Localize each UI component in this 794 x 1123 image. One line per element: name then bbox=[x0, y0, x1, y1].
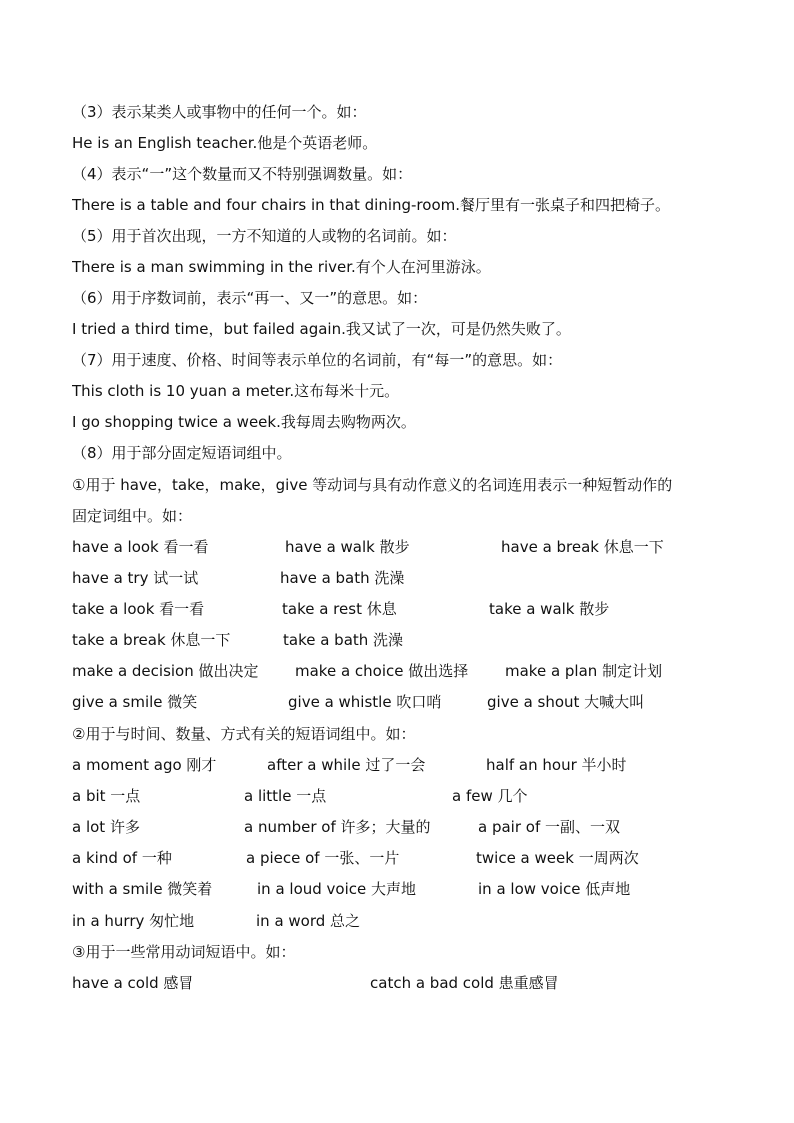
phrase-row bbox=[72, 656, 752, 687]
phrase-row bbox=[72, 781, 752, 812]
phrase-item: in a word 总之 bbox=[256, 912, 361, 930]
phrase-item: have a walk 散步 bbox=[285, 538, 410, 556]
phrase-row bbox=[72, 843, 752, 874]
phrase-row bbox=[72, 687, 752, 718]
phrase-item: take a break 休息一下 bbox=[72, 631, 231, 649]
phrase-row bbox=[72, 594, 752, 625]
rule-7-example-1: This cloth is 10 yuan a meter.这布每米十元。 bbox=[72, 382, 400, 400]
phrase-item: a bit 一点 bbox=[72, 787, 141, 805]
sub-rule-2: ②用于与时间、数量、方式有关的短语词组中。如： bbox=[72, 725, 416, 743]
phrase-item: in a low voice 低声地 bbox=[478, 880, 631, 898]
sub-rule-3: ③用于一些常用动词短语中。如： bbox=[72, 943, 296, 961]
phrase-item: a few 几个 bbox=[452, 787, 528, 805]
phrase-row bbox=[72, 906, 752, 937]
phrase-item: have a look 看一看 bbox=[72, 538, 209, 556]
phrase-item: a moment ago 刚才 bbox=[72, 756, 217, 774]
rule-5-heading: （5）用于首次出现，一方不知道的人或物的名词前。如： bbox=[72, 227, 457, 245]
rule-4-example: There is a table and four chairs in that dining-room.餐厅里有一张桌子和四把椅子。 bbox=[72, 196, 671, 214]
phrase-item: take a rest 休息 bbox=[282, 600, 397, 618]
phrase-row bbox=[72, 874, 752, 905]
phrase-item: half an hour 半小时 bbox=[486, 756, 627, 774]
phrase-item: make a plan 制定计划 bbox=[505, 662, 663, 680]
rule-5-example: There is a man swimming in the river.有个人在河里游泳。 bbox=[72, 258, 491, 276]
phrase-item: give a whistle 吹口哨 bbox=[288, 693, 442, 711]
phrase-item: in a hurry 匆忙地 bbox=[72, 912, 195, 930]
rule-6-heading: （6）用于序数词前，表示“再一、又一”的意思。如： bbox=[72, 289, 428, 307]
phrase-row bbox=[72, 968, 752, 999]
phrase-item: after a while 过了一会 bbox=[267, 756, 426, 774]
phrase-row bbox=[72, 563, 752, 594]
rule-8-heading: （8）用于部分固定短语词组中。 bbox=[72, 444, 292, 462]
phrase-item: in a loud voice 大声地 bbox=[257, 880, 417, 898]
sub-rule-1-line-1: ①用于 have，take，make，give 等动词与具有动作意义的名词连用表示一种短暂动作的 bbox=[72, 476, 673, 494]
phrase-item: a lot 许多 bbox=[72, 818, 140, 836]
rule-7-heading: （7）用于速度、价格、时间等表示单位的名词前，有“每一”的意思。如： bbox=[72, 351, 563, 369]
phrase-item: twice a week 一周两次 bbox=[476, 849, 639, 867]
phrase-item: give a smile 微笑 bbox=[72, 693, 198, 711]
phrase-item: have a try 试一试 bbox=[72, 569, 199, 587]
rule-4-heading: （4）表示“一”这个数量而又不特别强调数量。如： bbox=[72, 165, 413, 183]
phrase-item: a pair of 一副、一双 bbox=[478, 818, 621, 836]
phrase-item: have a break 休息一下 bbox=[501, 538, 664, 556]
phrase-item: take a look 看一看 bbox=[72, 600, 205, 618]
phrase-row bbox=[72, 750, 752, 781]
phrase-item: a little 一点 bbox=[244, 787, 327, 805]
rule-3-heading: （3）表示某类人或事物中的任何一个。如： bbox=[72, 103, 367, 121]
phrase-item: catch a bad cold 患重感冒 bbox=[370, 974, 559, 992]
phrase-row bbox=[72, 625, 752, 656]
phrase-row bbox=[72, 532, 752, 563]
rule-6-example: I tried a third time，but failed again.我又试了一次，可是仍然失败了。 bbox=[72, 320, 571, 338]
phrase-item: give a shout 大喊大叫 bbox=[487, 693, 645, 711]
phrase-item: take a walk 散步 bbox=[489, 600, 610, 618]
phrase-item: a number of 许多；大量的 bbox=[244, 818, 431, 836]
rule-7-example-2: I go shopping twice a week.我每周去购物两次。 bbox=[72, 413, 416, 431]
phrase-item: have a cold 感冒 bbox=[72, 974, 194, 992]
phrase-item: with a smile 微笑着 bbox=[72, 880, 213, 898]
phrase-item: have a bath 洗澡 bbox=[280, 569, 405, 587]
rule-3-example: He is an English teacher.他是个英语老师。 bbox=[72, 134, 378, 152]
phrase-row bbox=[72, 812, 752, 843]
phrase-item: make a choice 做出选择 bbox=[295, 662, 469, 680]
phrase-item: take a bath 洗澡 bbox=[283, 631, 404, 649]
phrase-item: a piece of 一张、一片 bbox=[246, 849, 400, 867]
sub-rule-1-line-2: 固定词组中。如： bbox=[72, 507, 193, 525]
phrase-item: make a decision 做出决定 bbox=[72, 662, 259, 680]
phrase-item: a kind of 一种 bbox=[72, 849, 172, 867]
